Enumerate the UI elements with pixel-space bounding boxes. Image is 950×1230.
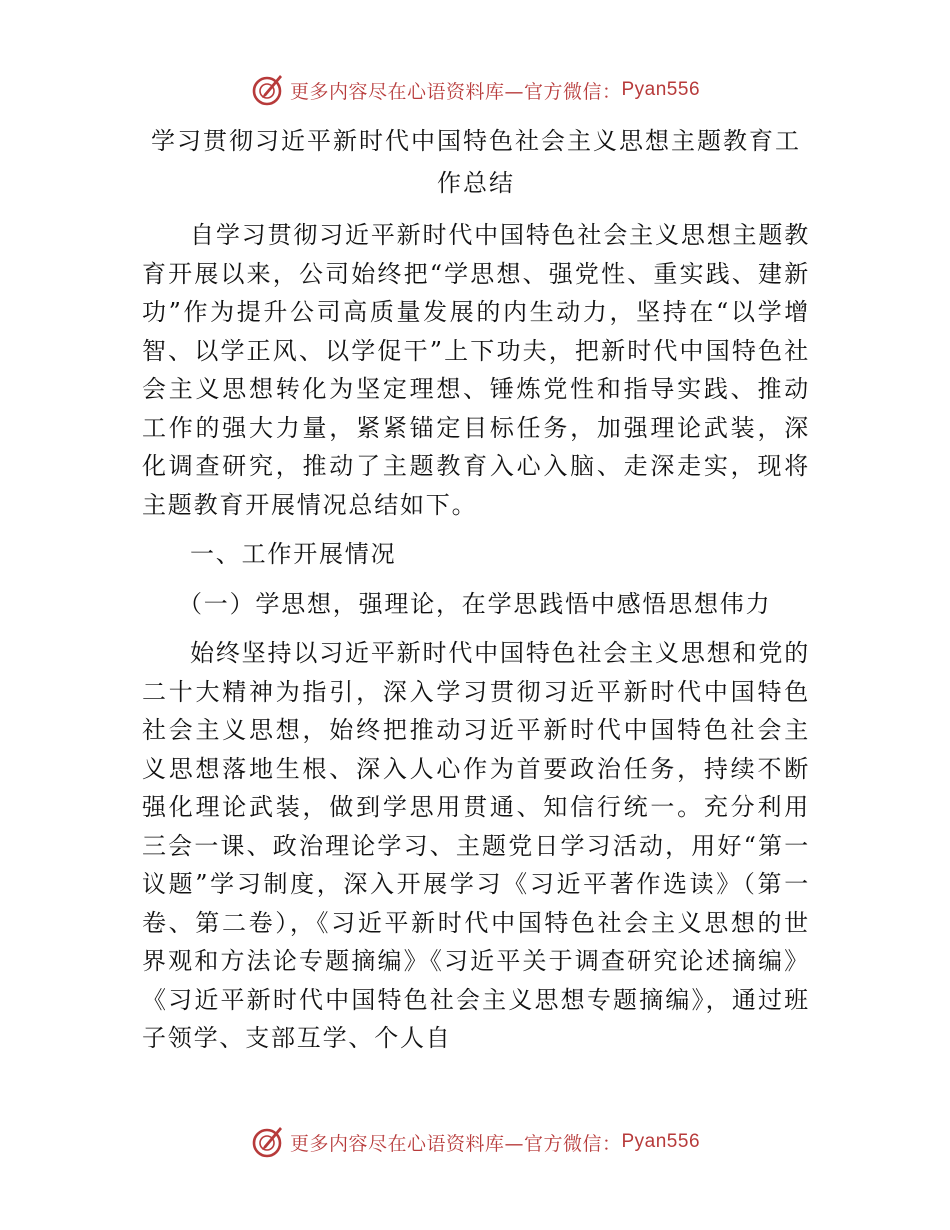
body-paragraph: 始终坚持以习近平新时代中国特色社会主义思想和党的二十大精神为指引，深入学习贯彻习近平新时代中国特色社会主义思想，始终把推动习近平新时代中国特色社会主义思想落地生根、深入人心作为首要政治任务，持续不断强化理论武装，做到学思用贯通、知信行统一。充分利用三会一课、政治理论学习、主题党日学习活动，用好“第一议题”学习制度，深入开展学习《习近平著作选读》（第一卷、第二卷），《习近平新时代中国特色社会主义思想的世界观和方法论专题摘编》《习近平关于调查研究论述摘编》《习近平新时代中国特色社会主义思想专题摘编》，通过班子领学、支部互学、个人自 [142, 639, 810, 1052]
document-body [142, 216, 810, 1058]
watermark-text: 更多内容尽在心语资料库—官方微信： [289, 1132, 622, 1155]
watermark-wechat-id: Pyan556 [621, 1131, 701, 1152]
watermark-footer [0, 1124, 950, 1160]
quill-seal-icon [250, 72, 286, 108]
quill-seal-icon [250, 1124, 286, 1160]
watermark-text: 更多内容尽在心语资料库—官方微信： [289, 80, 622, 103]
intro-paragraph: 自学习贯彻习近平新时代中国特色社会主义思想主题教育开展以来，公司始终把“学思想、强党性、重实践、建新功”作为提升公司高质量发展的内生动力，坚持在“以学增智、以学正风、以学促干”上下功夫，把新时代中国特色社会主义思想转化为坚定理想、锤炼党性和指导实践、推动工作的强大力量，紧紧锚定目标任务，加强理论武装，深化调查研究，推动了主题教育入心入脑、走深走实，现将主题教育开展情况总结如下。 [142, 221, 810, 519]
watermark-header [0, 72, 950, 108]
document-title: 学习贯彻习近平新时代中国特色社会主义思想主题教育工作总结 [151, 127, 801, 197]
subsection-heading: （一）学思想，强理论，在学思践悟中感悟思想伟力 [178, 589, 772, 618]
section-heading: 一、工作开展情况 [190, 540, 397, 568]
watermark-wechat-id: Pyan556 [621, 79, 701, 100]
